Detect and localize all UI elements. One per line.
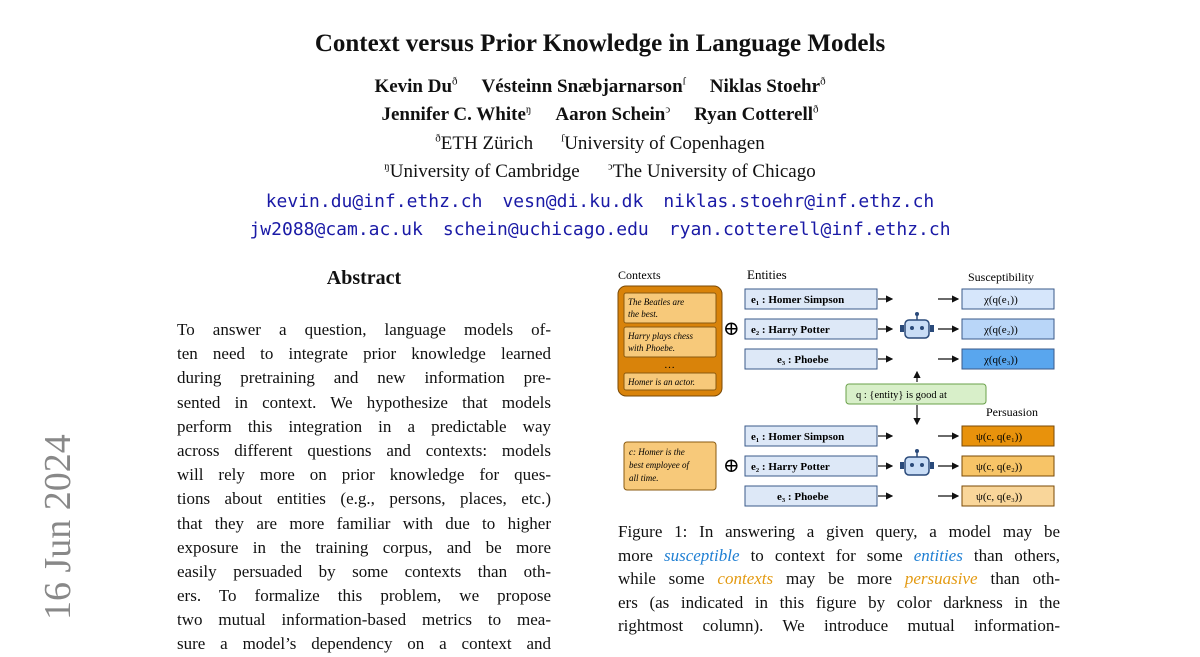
authors-row-2 xyxy=(0,104,1200,126)
abstract-line: ers. To formalize this problem, we propose xyxy=(177,586,551,606)
caption-text: Figure 1: In answering a given query, a model may be xyxy=(618,522,1060,541)
affiliation-name: University of Copenhagen xyxy=(564,133,765,155)
abstract-line: will rely more on prior knowledge for ques- xyxy=(177,465,551,485)
affiliation-mark: ſ xyxy=(561,133,565,145)
affiliation-2 xyxy=(608,161,816,182)
caption-text: than others, xyxy=(962,545,1060,565)
caption-highlight: contexts xyxy=(717,569,774,588)
context-text-3: Homer is an actor. xyxy=(628,377,695,387)
robot-icon-bottom xyxy=(900,449,934,475)
caption-text: than oth- xyxy=(977,569,1061,588)
caption-line xyxy=(618,567,1060,591)
persuasion-value-3: ψ(c, q(e₃)) xyxy=(976,491,1023,503)
author-name: Aaron Schein xyxy=(555,104,666,126)
emails-row-2 xyxy=(0,219,1200,240)
author-name: Vésteinn Snæbjarnarson xyxy=(481,76,683,98)
abstract-body xyxy=(177,318,551,657)
abstract-line: during pretraining and new information pre- xyxy=(177,368,551,388)
context-text-1a: The Beatles are xyxy=(628,297,685,307)
caption-text: ers (as indicated in this figure by color darkness in the xyxy=(618,592,1060,612)
context-text-2a: Harry plays chess xyxy=(628,331,693,341)
affiliation-mark: ð xyxy=(435,133,441,145)
persuasion-value-1: ψ(c, q(e₁)) xyxy=(976,431,1023,443)
context-text-2b: with Phoebe. xyxy=(628,343,675,353)
author-name: Jennifer C. White xyxy=(381,104,526,126)
single-context-text-c: all time. xyxy=(629,473,659,483)
susceptibility-value-3: χ(q(e₃)) xyxy=(984,354,1018,366)
contexts-label: Contexts xyxy=(618,268,661,282)
author-mark: ð xyxy=(820,76,826,88)
authors-row-1 xyxy=(0,76,1200,98)
author-mark: ð xyxy=(452,76,458,88)
single-context-text-a: c: Homer is the xyxy=(629,447,685,457)
email-link[interactable]: vesn@di.ku.dk xyxy=(502,191,644,212)
author-mark: ð xyxy=(813,104,819,116)
author-3 xyxy=(710,76,826,97)
email-link[interactable]: jw2088@cam.ac.uk xyxy=(249,219,423,240)
context-text-1b: the best. xyxy=(628,309,658,319)
context-ellipsis: … xyxy=(664,359,675,371)
abstract-line: To answer a question, language models of- xyxy=(177,320,551,339)
email-link[interactable]: niklas.stoehr@inf.ethz.ch xyxy=(663,191,935,212)
oplus-top: ⊕ xyxy=(723,318,740,340)
paper-title: Context versus Prior Knowledge in Language Models xyxy=(314,30,886,57)
caption-line xyxy=(618,614,1060,638)
author-mark: ↄ xyxy=(665,104,671,116)
persuasion-value-2: ψ(c, q(e₂)) xyxy=(976,461,1023,473)
author-name: Ryan Cotterell xyxy=(694,104,814,126)
single-context-text-b: best employee of xyxy=(629,460,689,470)
author-mark: ſ xyxy=(682,76,686,88)
affiliation-1 xyxy=(435,133,533,154)
susceptibility-label: Susceptibility xyxy=(968,270,1034,284)
affiliation-name: University of Cambridge xyxy=(389,161,580,183)
email-link[interactable]: schein@uchicago.edu xyxy=(442,219,649,240)
figure-caption xyxy=(618,520,1060,638)
caption-text: rightmost column). We introduce mutual information- xyxy=(618,616,1060,635)
abstract-line: sented in context. We hypothesize that models xyxy=(177,392,551,412)
affiliations-row-2 xyxy=(0,161,1200,183)
entity-label-1-top: e₁ : Homer Simpson xyxy=(751,294,845,306)
caption-highlight: persuasive xyxy=(904,569,978,588)
abstract-line: that they are more familiar with due to higher xyxy=(177,513,551,533)
entity-label-2-bottom: e₂ : Harry Potter xyxy=(751,461,830,473)
oplus-bottom: ⊕ xyxy=(723,455,740,477)
caption-text: while some xyxy=(618,569,718,588)
abstract-line: exposure in the training corpus, and be more xyxy=(177,537,551,557)
persuasion-label: Persuasion xyxy=(986,405,1038,419)
abstract-line: ten need to integrate prior knowledge learned xyxy=(177,344,551,364)
abstract-heading: Abstract xyxy=(326,267,402,289)
affiliations-row-1 xyxy=(0,133,1200,155)
abstract-line: perform this integration in a predictable way xyxy=(177,416,551,436)
author-2 xyxy=(482,76,686,97)
entity-label-3-bottom: e₃ : Phoebe xyxy=(777,491,829,503)
caption-text: may be more xyxy=(773,569,905,588)
entity-label-3-top: e₃ : Phoebe xyxy=(777,354,829,366)
email-link[interactable]: kevin.du@inf.ethz.ch xyxy=(265,191,483,212)
query-text: q : {entity} is good at xyxy=(856,390,947,401)
caption-highlight: susceptible xyxy=(663,545,740,565)
author-name: Niklas Stoehr xyxy=(709,76,821,98)
affiliation-mark: ŋ xyxy=(384,161,390,173)
author-name: Kevin Du xyxy=(374,76,453,98)
author-1 xyxy=(381,104,531,125)
abstract-line: across different questions and contexts: models xyxy=(177,440,551,460)
affiliation-name: ETH Zürich xyxy=(440,133,534,155)
arxiv-sidebar-date xyxy=(28,430,78,630)
abstract-line: tions about entities (e.g., persons, places, etc.) xyxy=(177,489,551,509)
email-link[interactable]: ryan.cotterell@inf.ethz.ch xyxy=(668,219,951,240)
author-1 xyxy=(374,76,457,97)
figure-1 xyxy=(612,264,1062,514)
author-mark: ŋ xyxy=(525,104,532,116)
caption-line xyxy=(618,591,1060,615)
abstract-line: two mutual information-based metrics to mea- xyxy=(177,610,551,630)
abstract-line: easily persuaded by some contexts than oth- xyxy=(177,561,551,581)
robot-icon-top xyxy=(900,312,934,338)
author-2 xyxy=(555,104,670,125)
caption-text: to context for some xyxy=(739,545,914,565)
caption-highlight: entities xyxy=(913,545,963,565)
caption-text: more xyxy=(618,545,664,565)
caption-line xyxy=(618,544,1060,568)
entity-label-2-top: e₂ : Harry Potter xyxy=(751,324,830,336)
affiliation-name: The University of Chicago xyxy=(612,161,816,183)
arxiv-date-text: 16 Jun 2024 xyxy=(37,434,79,620)
affiliation-1 xyxy=(384,161,579,182)
affiliation-2 xyxy=(561,133,765,154)
susceptibility-value-2: χ(q(e₂)) xyxy=(984,324,1018,336)
author-3 xyxy=(694,104,818,125)
emails-row-1 xyxy=(0,191,1200,212)
abstract-line: sure a model’s dependency on a context and xyxy=(177,634,551,654)
susceptibility-value-1: χ(q(e₁)) xyxy=(984,294,1018,306)
affiliation-mark: ↄ xyxy=(607,161,613,173)
entity-label-1-bottom: e₁ : Homer Simpson xyxy=(751,431,845,443)
entities-label: Entities xyxy=(747,267,787,282)
caption-line xyxy=(618,520,1060,544)
